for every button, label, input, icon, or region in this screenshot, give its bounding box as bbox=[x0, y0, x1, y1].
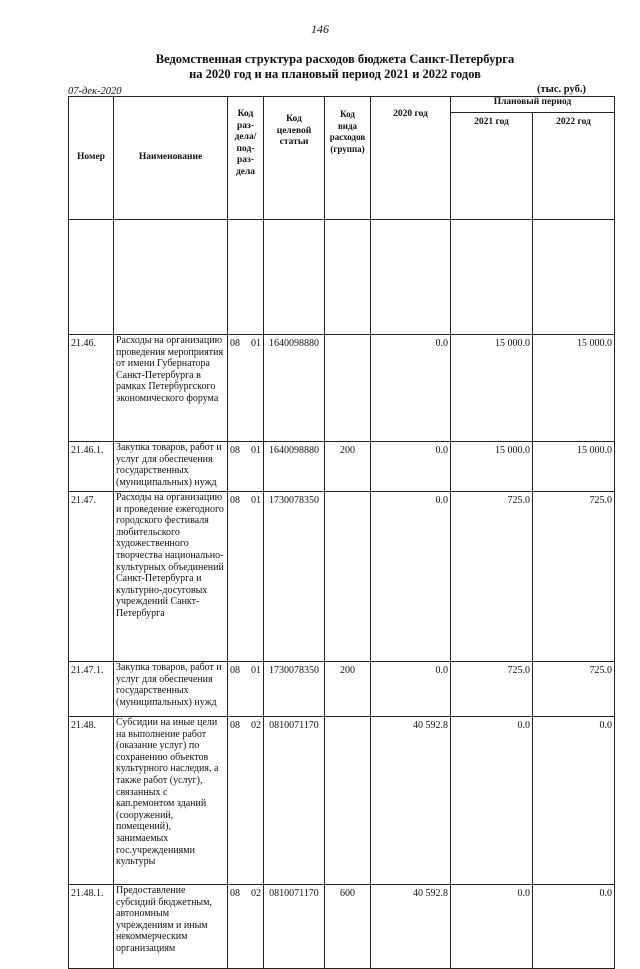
table-row bbox=[69, 717, 615, 885]
table-row bbox=[69, 335, 615, 442]
table-row bbox=[69, 885, 615, 969]
row-name: Закупка товаров, работ и услуг для обеспечения государственных (муниципальных) нужд bbox=[114, 442, 228, 492]
row-expense-type: 600 bbox=[325, 885, 371, 969]
row-2020: 40 592.8 bbox=[371, 885, 451, 969]
row-2021: 725.0 bbox=[451, 492, 533, 662]
row-number: 21.48. bbox=[69, 717, 114, 885]
row-article: 0810071170 bbox=[264, 885, 325, 969]
row-2021: 15 000.0 bbox=[451, 335, 533, 442]
row-section: 08 01 bbox=[228, 442, 264, 492]
document-date: 07-дек-2020 bbox=[68, 86, 122, 97]
row-expense-type: 200 bbox=[325, 442, 371, 492]
row-number: 21.46. bbox=[69, 335, 114, 442]
header-2022: 2022 год bbox=[533, 113, 615, 220]
row-name: Предоставление субсидий бюджетным, автономным учреждениям и иным некоммерческим организациям bbox=[114, 885, 228, 969]
header-name: Наименование bbox=[114, 97, 228, 220]
row-2021: 725.0 bbox=[451, 662, 533, 717]
row-2020: 0.0 bbox=[371, 335, 451, 442]
row-expense-type bbox=[325, 717, 371, 885]
row-2022: 15 000.0 bbox=[533, 442, 615, 492]
row-section: 08 02 bbox=[228, 717, 264, 885]
units-label: (тыс. руб.) bbox=[537, 84, 586, 95]
budget-table bbox=[68, 96, 615, 969]
row-2020: 40 592.8 bbox=[371, 717, 451, 885]
row-expense-type bbox=[325, 492, 371, 662]
header-planned: Плановый период bbox=[451, 97, 615, 113]
table-row bbox=[69, 442, 615, 492]
row-2020: 0.0 bbox=[371, 492, 451, 662]
table-row bbox=[69, 492, 615, 662]
row-name: Субсидии на иные цели на выполнение работ (оказание услуг) по сохранению объектов культурного наследия, а также работ (услуг), связанных с кап.ремонтом зданий (сооружений, помещений), занимаемых гос.учреждениями культуры bbox=[114, 717, 228, 885]
title-line-1: Ведомственная структура расходов бюджета Санкт-Петербурга bbox=[155, 52, 515, 66]
row-name: Расходы на организацию проведения мероприятия от имени Губернатора Санкт-Петербурга в рамках Петербургского экономического форума bbox=[114, 335, 228, 442]
document-title bbox=[100, 52, 570, 82]
header-expense-type: Код вида расходов (группа) bbox=[325, 97, 371, 220]
row-expense-type bbox=[325, 335, 371, 442]
header-article: Код целевой статьи bbox=[264, 97, 325, 220]
title-line-2: на 2020 год и на плановый период 2021 и 2022 годов bbox=[189, 67, 481, 81]
header-row bbox=[69, 97, 615, 113]
header-2021: 2021 год bbox=[451, 113, 533, 220]
row-number: 21.48.1. bbox=[69, 885, 114, 969]
row-section: 08 01 bbox=[228, 335, 264, 442]
row-2022: 725.0 bbox=[533, 662, 615, 717]
row-number: 21.46.1. bbox=[69, 442, 114, 492]
spacer-row bbox=[69, 220, 615, 335]
row-article: 0810071170 bbox=[264, 717, 325, 885]
page-number: 146 bbox=[311, 22, 329, 36]
row-section: 08 02 bbox=[228, 885, 264, 969]
row-section: 08 01 bbox=[228, 662, 264, 717]
row-article: 1640098880 bbox=[264, 442, 325, 492]
row-2021: 0.0 bbox=[451, 717, 533, 885]
row-2020: 0.0 bbox=[371, 662, 451, 717]
row-article: 1730078350 bbox=[264, 492, 325, 662]
row-2021: 0.0 bbox=[451, 885, 533, 969]
row-2022: 0.0 bbox=[533, 717, 615, 885]
row-name: Закупка товаров, работ и услуг для обеспечения государственных (муниципальных) нужд bbox=[114, 662, 228, 717]
row-2020: 0.0 bbox=[371, 442, 451, 492]
row-section: 08 01 bbox=[228, 492, 264, 662]
row-article: 1730078350 bbox=[264, 662, 325, 717]
header-2020: 2020 год bbox=[371, 97, 451, 220]
row-name: Расходы на организацию и проведение ежегодного городского фестиваля любительского художественного творчества национально-культурных объединений Санкт-Петербурга и культурно-досуговых учреждений Санкт-Петербурга bbox=[114, 492, 228, 662]
row-number: 21.47.1. bbox=[69, 662, 114, 717]
row-number: 21.47. bbox=[69, 492, 114, 662]
row-2022: 15 000.0 bbox=[533, 335, 615, 442]
row-2022: 725.0 bbox=[533, 492, 615, 662]
row-expense-type: 200 bbox=[325, 662, 371, 717]
row-2022: 0.0 bbox=[533, 885, 615, 969]
header-number: Номер bbox=[69, 97, 114, 220]
row-2021: 15 000.0 bbox=[451, 442, 533, 492]
table-row bbox=[69, 662, 615, 717]
header-section: Код раз- дела/ под- раз- дела bbox=[228, 97, 264, 220]
row-article: 1640098880 bbox=[264, 335, 325, 442]
